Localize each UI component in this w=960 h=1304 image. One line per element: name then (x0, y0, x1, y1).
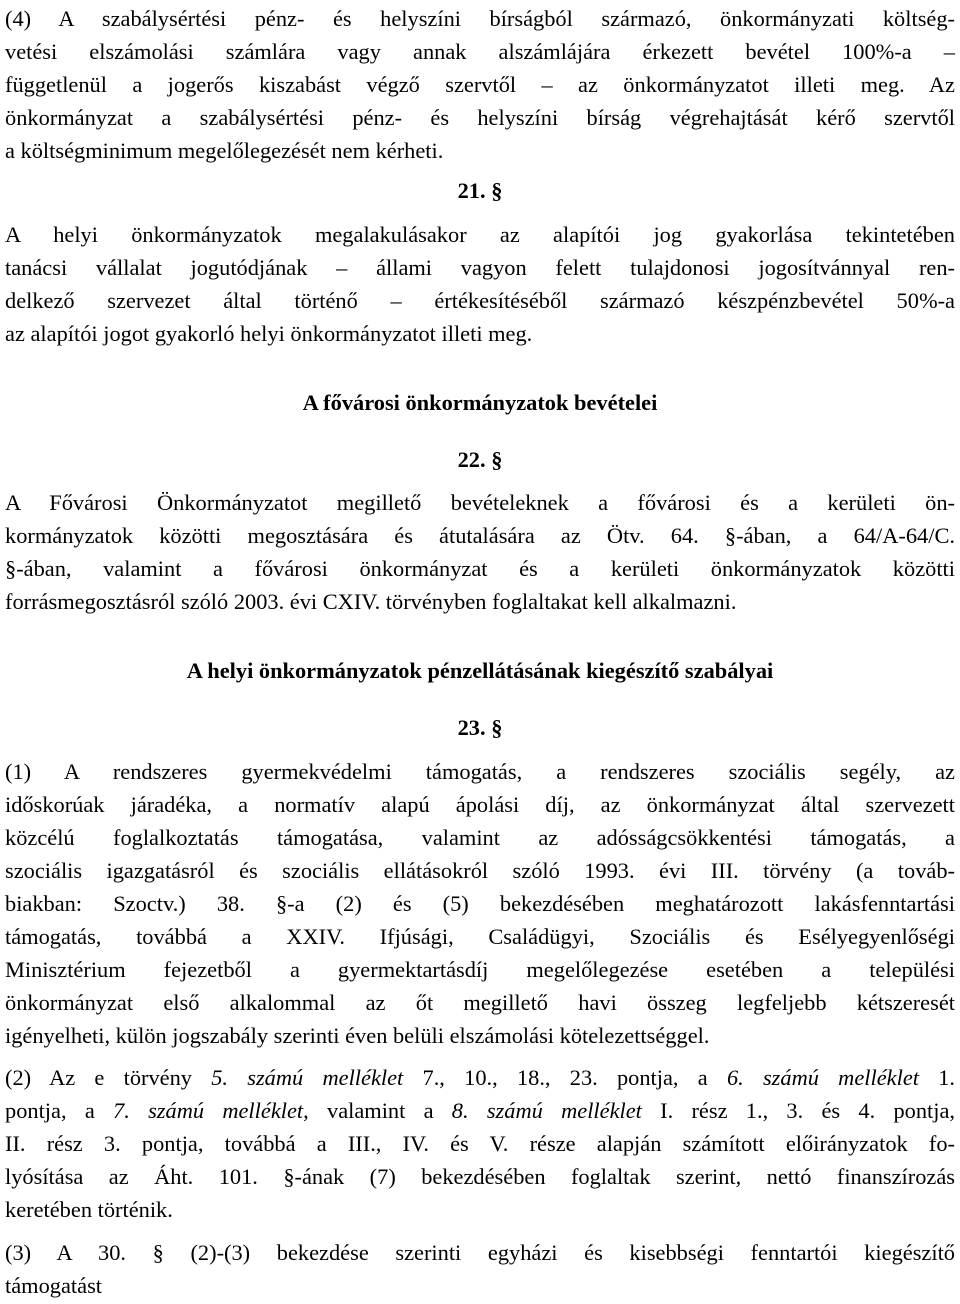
text-run: I. rész 1., 3. és 4. pontja, (641, 1098, 956, 1123)
text-line: A helyi önkormányzatok megalakulásakor az alapítói jog gyakorlása tekintetében (5, 222, 955, 247)
text-line: szociális igazgatásról és szociális ellátásokról szóló 1993. évi III. törvény (a továb- (5, 858, 955, 883)
annex-reference: 5. számú melléklet (211, 1065, 404, 1090)
text-line: önkormányzat első alkalommal az őt megillető havi összeg legfeljebb kétszeresét (5, 990, 955, 1015)
text-run: 1. (918, 1065, 956, 1090)
text-line: függetlenül a jogerős kiszabást végző szervtől – az önkormányzatot illeti meg. Az (5, 72, 955, 97)
text-line (5, 1061, 955, 1094)
text-line: kormányzatok közötti megosztására és átutalására az Ötv. 64. §-ában, a 64/A-64/C. (5, 523, 955, 548)
text-line: (1) A rendszeres gyermekvédelmi támogatás, a rendszeres szociális segély, az (5, 759, 955, 784)
text-run: pontja, a (5, 1098, 114, 1123)
section-number-23: 23. § (457, 715, 503, 740)
text-line: igényelheti, külön jogszabály szerinti éven belüli elszámolási kötelezettséggel. (5, 1023, 710, 1048)
annex-reference: 7. számú melléklet (113, 1098, 304, 1123)
paragraph-23-1 (5, 755, 955, 1052)
text-line: támogatás, továbbá a XXIV. Ifjúsági, Családügyi, Szociális és Esélyegyenlőségi (5, 924, 955, 949)
text-line: §-ában, valamint a fővárosi önkormányzat és a kerületi önkormányzatok közötti (5, 556, 955, 581)
text-line: vetési elszámolási számlára vagy annak alszámlájára érkezett bevétel 100%-a – (5, 39, 955, 64)
text-line: az alapítói jogot gyakorló helyi önkormányzatot illeti meg. (5, 321, 533, 346)
text-line: II. rész 3. pontja, továbbá a III., IV. és V. része alapján számított előirányzatok fo- (5, 1131, 955, 1156)
text-run: 7., 10., 18., 23. pontja, a (403, 1065, 727, 1090)
text-line: biakban: Szoctv.) 38. §-a (2) és (5) bekezdésében meghatározott lakásfenntartási (5, 891, 955, 916)
text-line: (3) A 30. § (2)-(3) bekezdése szerinti egyházi és kisebbségi fenntartói kiegészítő (5, 1240, 955, 1265)
text-line: tanácsi vállalat jogutódjának – állami vagyon felett tulajdonosi jogosítvánnyal ren- (5, 255, 955, 280)
text-line: (4) A szabálysértési pénz- és helyszíni bírságból származó, önkormányzati költség- (5, 6, 955, 31)
text-line: a költségminimum megelőlegezését nem kérheti. (5, 138, 444, 163)
section-number-22: 22. § (457, 447, 503, 472)
section-heading-fovarosi: A fővárosi önkormányzatok bevételei (302, 390, 658, 415)
text-line: időskorúak járadéka, a normatív alapú ápolási díj, az önkormányzat által szervezett (5, 792, 955, 817)
section-number-21: 21. § (457, 178, 503, 203)
text-line (5, 1094, 955, 1127)
section-heading-kiegeszito: A helyi önkormányzatok pénzellátásának kiegészítő szabályai (186, 658, 774, 683)
paragraph-23-2 (5, 1061, 955, 1226)
text-line: közcélú foglalkoztatás támogatása, valamint az adósságcsökkentési támogatás, a (5, 825, 955, 850)
text-line: lyósítása az Áht. 101. §-ának (7) bekezdésében foglaltak szerint, nettó finanszírozás (5, 1164, 955, 1189)
text-line: önkormányzat a szabálysértési pénz- és helyszíni bírság végrehajtását kérő szervtől (5, 105, 955, 130)
paragraph-21 (5, 218, 955, 350)
text-run: , valamint a (303, 1098, 452, 1123)
paragraph-22 (5, 486, 955, 618)
annex-reference: 8. számú melléklet (451, 1098, 642, 1123)
paragraph-4 (5, 2, 955, 167)
text-line: támogatást (5, 1273, 102, 1298)
text-line: Minisztérium fejezetből a gyermektartásdíj megelőlegezése esetében a települési (5, 957, 955, 982)
text-line: forrásmegosztásról szóló 2003. évi CXIV. törvényben foglaltakat kell alkalmazni. (5, 589, 737, 614)
annex-reference: 6. számú melléklet (726, 1065, 919, 1090)
text-line: A Fővárosi Önkormányzatot megillető bevételeknek a fővárosi és a kerületi ön- (5, 490, 955, 515)
text-line: delkező szervezet által történő – értékesítéséből származó készpénzbevétel 50%-a (5, 288, 955, 313)
text-run: (2) Az e törvény (5, 1065, 212, 1090)
text-line: keretében történik. (5, 1197, 173, 1222)
paragraph-23-3 (5, 1236, 955, 1302)
